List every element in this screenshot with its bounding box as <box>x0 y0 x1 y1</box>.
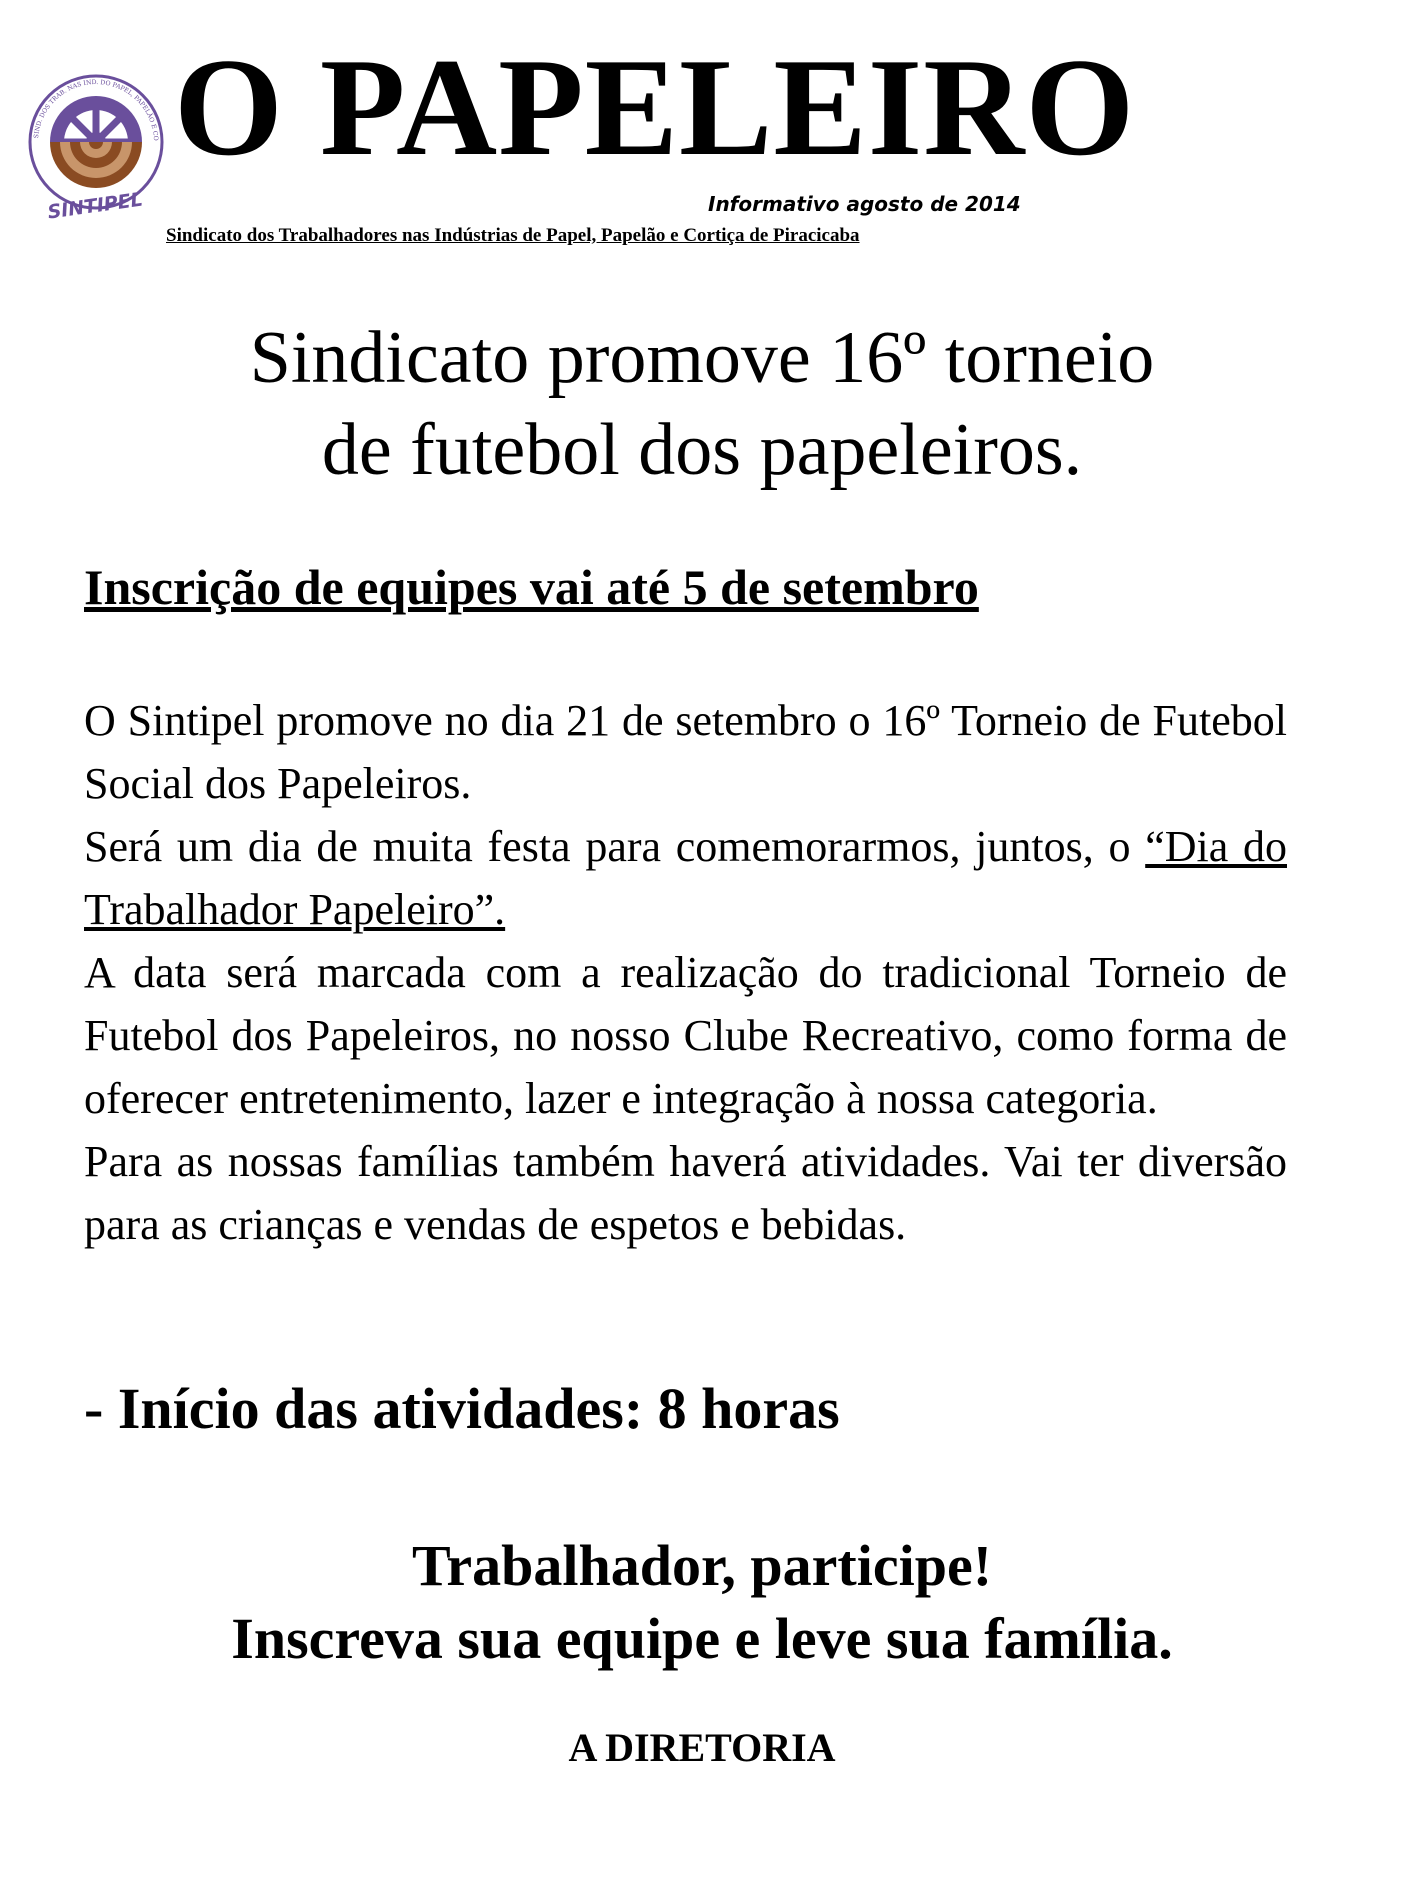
signature: A DIRETORIA <box>568 1725 836 1770</box>
gear-emblem-icon <box>18 62 174 232</box>
call-to-action <box>0 1529 1404 1675</box>
article-headline <box>0 312 1404 496</box>
edition-label: Informativo agosto de 2014 <box>708 192 1021 216</box>
cta-line-2: Inscreva sua equipe e leve sua família. <box>231 1606 1173 1671</box>
svg-text:SINTIPEL: SINTIPEL <box>46 188 145 224</box>
paragraph-4: Para as nossas famílias também haverá atividades. Vai ter diversão para as crianças e vendas de espetos e bebidas. <box>84 1137 1287 1249</box>
union-name: Sindicato dos Trabalhadores nas Indústrias de Papel, Papelão e Cortiça de Piracicaba <box>166 225 860 246</box>
headline-line-2: de futebol dos papeleiros. <box>321 409 1083 491</box>
sintipel-logo <box>18 62 174 232</box>
article-subheadline: Inscrição de equipes vai até 5 de setembro <box>84 559 979 615</box>
headline-line-1: Sindicato promove 16º torneio <box>249 317 1155 399</box>
article-body <box>84 689 1287 1256</box>
start-time: - Início das atividades: 8 horas <box>84 1376 840 1441</box>
paragraph-1: O Sintipel promove no dia 21 de setembro o 16º Torneio de Futebol Social dos Papeleiros. <box>84 696 1287 808</box>
paragraph-2-underlined: “Dia do Trabalhador Papeleiro”. <box>84 822 1287 934</box>
paragraph-2-text: Será um dia de muita festa para comemorarmos, juntos, o <box>84 822 1146 871</box>
masthead-title: O PAPELEIRO <box>174 30 1136 185</box>
cta-line-1: Trabalhador, participe! <box>411 1533 993 1598</box>
svg-text:SIND. DOS TRAB. NAS IND. DO PA: SIND. DOS TRAB. NAS IND. DO PAPEL, PAPELÃO E CO <box>33 78 160 142</box>
paragraph-3: A data será marcada com a realização do tradicional Torneio de Futebol dos Papeleiros, no nosso Clube Recreativo, como forma de oferecer entretenimento, lazer e integração à nossa categoria. <box>84 948 1287 1123</box>
paragraph-2 <box>84 815 1287 941</box>
